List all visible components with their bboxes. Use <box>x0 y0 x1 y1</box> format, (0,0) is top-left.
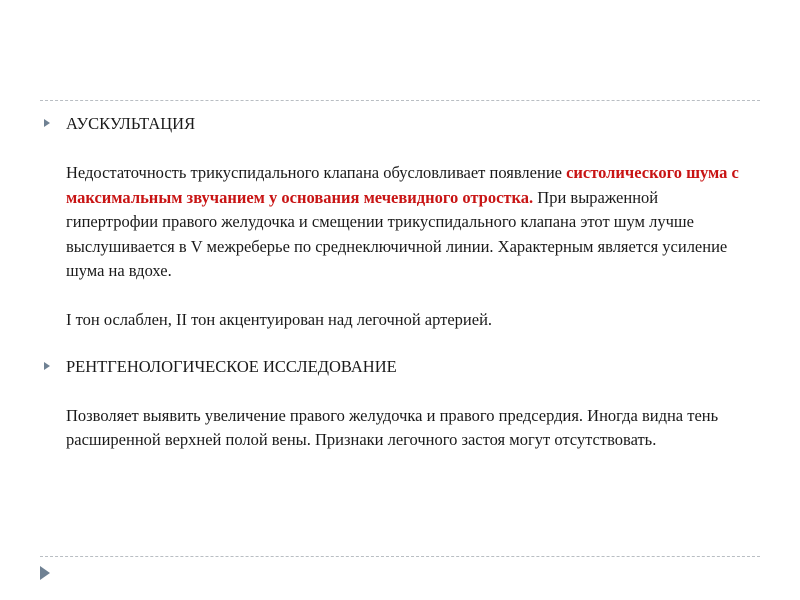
section-paragraph <box>66 161 744 284</box>
next-slide-arrow-icon[interactable] <box>40 566 50 580</box>
section-spacer <box>44 333 744 355</box>
paragraph-text: При выраженной гипертрофии правого желудочка и смещении трикуспидального клапана этот шум лучше выслушивается в V межреберье по среднеключичной линии. Характерным является усиление шума на вдохе. <box>66 187 728 280</box>
section-heading: АУСКУЛЬТАЦИЯ <box>66 114 196 133</box>
section-xray <box>44 355 744 453</box>
top-divider <box>40 100 760 101</box>
slide-body <box>44 112 744 453</box>
emphasized-text: систолического шума с максимальным звучанием у основания мечевидного отростка. <box>66 163 739 207</box>
triangle-bullet-icon <box>44 119 50 127</box>
section-paragraph: I тон ослаблен, II тон акцентуирован над легочной артерией. <box>66 310 493 329</box>
paragraph-text: Недостаточность трикуспидального клапана обусловливает появление <box>66 163 567 182</box>
bottom-divider <box>40 556 760 557</box>
triangle-bullet-icon <box>44 362 50 370</box>
section-paragraph: Позволяет выявить увеличение правого желудочка и правого предсердия. Иногда видна тень расширенной верхней полой вены. Признаки легочного застоя могут отсутствовать. <box>66 405 719 449</box>
section-auscultation <box>44 112 744 333</box>
section-heading: РЕНТГЕНОЛОГИЧЕСКОЕ ИССЛЕДОВАНИЕ <box>66 356 397 376</box>
